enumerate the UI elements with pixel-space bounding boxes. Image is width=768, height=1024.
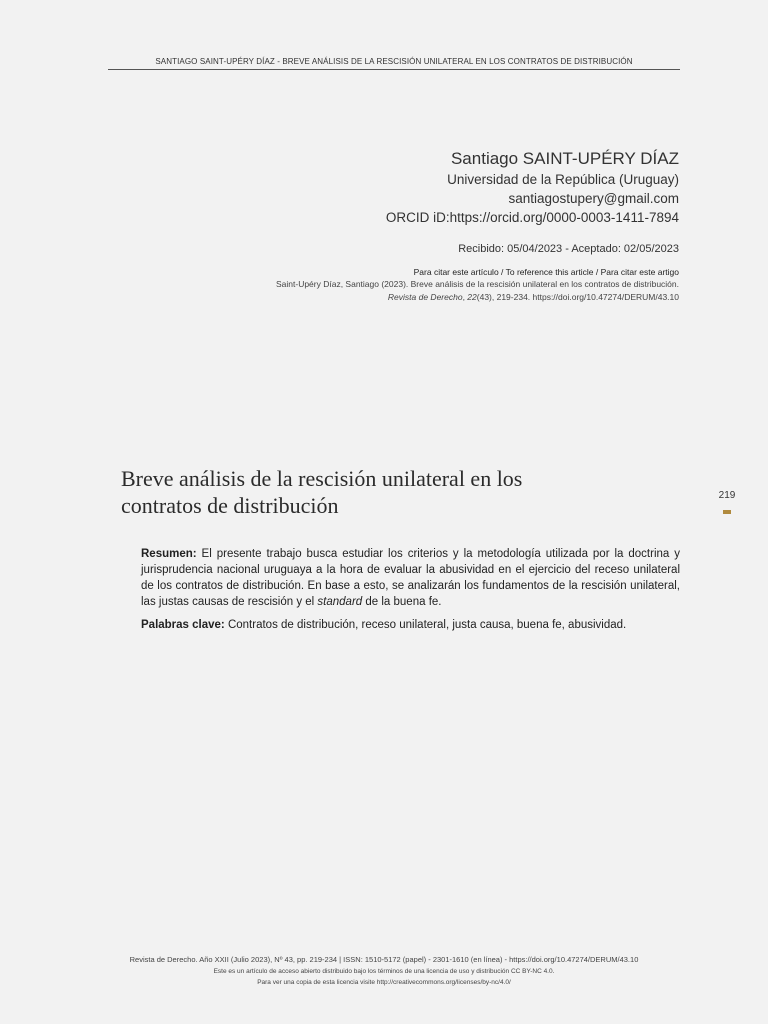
keywords-paragraph xyxy=(141,617,680,633)
abstract-paragraph xyxy=(141,546,680,610)
citation-line-1: Saint-Upéry Díaz, Santiago (2023). Breve análisis de la rescisión unilateral en los contratos de distribución. xyxy=(275,279,679,289)
received-accepted-dates: Recibido: 05/04/2023 - Aceptado: 02/05/2023 xyxy=(458,243,679,255)
citation-line-2 xyxy=(159,291,679,304)
keywords-text: Contratos de distribución, receso unilateral, justa causa, buena fe, abusividad. xyxy=(224,619,627,631)
abstract-text-end: de la buena fe. xyxy=(362,596,442,608)
page-marker xyxy=(723,510,731,514)
citation-heading: Para citar este artículo / To reference this article / Para citar este artigo xyxy=(413,267,679,277)
footer-license-note: Este es un artículo de acceso abierto distribuido bajo los términos de una licencia de uso y distribución CC BY-NC 4.0. xyxy=(213,968,555,975)
author-block xyxy=(159,148,679,304)
article-title-line-1: Breve análisis de la rescisión unilateral en los xyxy=(121,466,523,491)
citation-volume: 22 xyxy=(467,292,477,302)
page-number: 219 xyxy=(718,490,736,501)
keywords-label: Palabras clave: xyxy=(141,619,225,631)
abstract-italic-term: standard xyxy=(317,596,363,608)
author-affiliation: Universidad de la República (Uruguay) xyxy=(447,172,679,187)
citation-journal: Revista de Derecho xyxy=(387,292,463,302)
abstract-section xyxy=(141,546,680,640)
abstract-label: Resumen: xyxy=(141,548,197,560)
author-email[interactable]: santiagostupery@gmail.com xyxy=(508,191,679,206)
footer-journal-info: Revista de Derecho. Año XXII (Julio 2023), Nº 43, pp. 219-234 | ISSN: 1510-5172 (papel) - 2301-1610 (en línea) - https://doi.org/10.47274/DERUM/43.10 xyxy=(129,955,639,964)
author-orcid[interactable]: ORCID iD:https://orcid.org/0000-0003-1411-7894 xyxy=(385,210,679,225)
citation-issue-pages[interactable]: (43), 219-234. https://doi.org/10.47274/DERUM/43.10 xyxy=(476,292,679,302)
article-title xyxy=(121,465,661,519)
running-header: SANTIAGO SAINT-UPÉRY DÍAZ - BREVE ANÁLISIS DE LA RESCISIÓN UNILATERAL EN LOS CONTRATOS DE DISTRIBUCIÓN xyxy=(108,57,680,70)
footer-license-link[interactable]: Para ver una copia de esta licencia visite http://creativecommons.org/licenses/by-nc/4.0/ xyxy=(257,979,511,986)
page-footer xyxy=(60,954,708,988)
article-title-line-2: contratos de distribución xyxy=(121,493,339,518)
author-name: Santiago SAINT-UPÉRY DÍAZ xyxy=(450,149,679,168)
citation-separator: , xyxy=(462,292,468,302)
abstract-text: El presente trabajo busca estudiar los criterios y la metodología utilizada por la doctrina y jurisprudencia nacional uruguaya a la hora de evaluar la abusividad en el ejercicio del receso unilateral de los contratos de distribución. En base a esto, se analizarán los fundamentos de la rescisión unilateral, las justas causas de rescisión y el xyxy=(141,548,680,608)
